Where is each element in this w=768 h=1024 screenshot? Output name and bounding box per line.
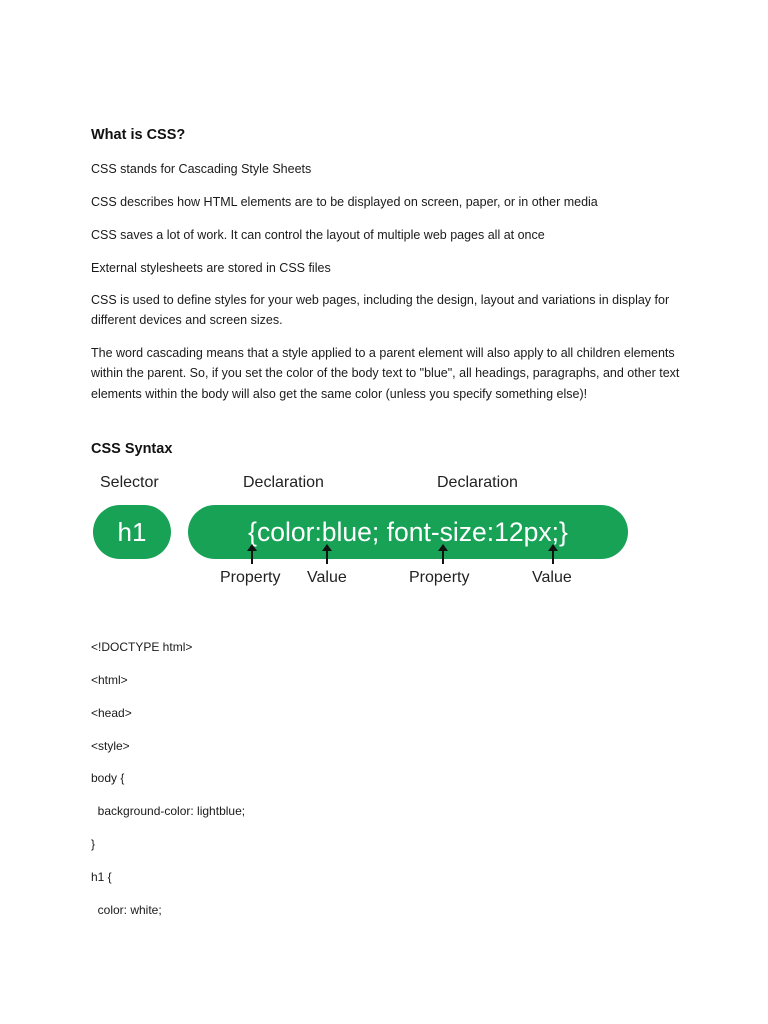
arrow-up-icon — [442, 547, 444, 564]
code-line: <style> — [91, 739, 130, 753]
declaration-label-2: Declaration — [437, 474, 518, 491]
code-line: background-color: lightblue; — [91, 804, 246, 818]
paragraph-2: CSS describes how HTML elements are to be displayed on screen, paper, or in other media — [91, 195, 598, 209]
arrow-up-icon — [251, 547, 253, 564]
selector-pill: h1 — [93, 505, 171, 559]
declaration-label-1: Declaration — [243, 474, 324, 491]
declaration-pill: {color:blue; font-size:12px;} — [188, 505, 628, 559]
property-label-2: Property — [409, 569, 470, 586]
arrow-up-icon — [326, 547, 328, 564]
paragraph-1: CSS stands for Cascading Style Sheets — [91, 162, 312, 176]
heading-css-syntax: CSS Syntax — [91, 441, 173, 457]
code-line: h1 { — [91, 870, 112, 884]
code-line: color: white; — [91, 903, 162, 917]
paragraph-3: CSS saves a lot of work. It can control the layout of multiple web pages all at once — [91, 228, 545, 242]
code-line: <html> — [91, 673, 128, 687]
code-line: body { — [91, 771, 125, 785]
code-line: <head> — [91, 706, 132, 720]
code-line: } — [91, 837, 96, 851]
value-label-1: Value — [307, 569, 347, 586]
heading-what-is-css: What is CSS? — [91, 127, 186, 143]
code-line: <!DOCTYPE html> — [91, 640, 193, 654]
paragraph-5: CSS is used to define styles for your web pages, including the design, layout and variations in display for different devices and screen sizes. — [91, 293, 670, 328]
css-syntax-diagram — [88, 470, 633, 595]
arrow-up-icon — [552, 547, 554, 564]
paragraph-6: The word cascading means that a style applied to a parent element will also apply to all children elements within the parent. So, if you set the color of the body text to "blue", all headings, paragraphs, and other text elements within the body will also get the same color (unless you specify something else)! — [91, 346, 680, 401]
paragraph-4: External stylesheets are stored in CSS files — [91, 261, 331, 275]
value-label-2: Value — [532, 569, 572, 586]
selector-label: Selector — [100, 474, 159, 491]
property-label-1: Property — [220, 569, 281, 586]
